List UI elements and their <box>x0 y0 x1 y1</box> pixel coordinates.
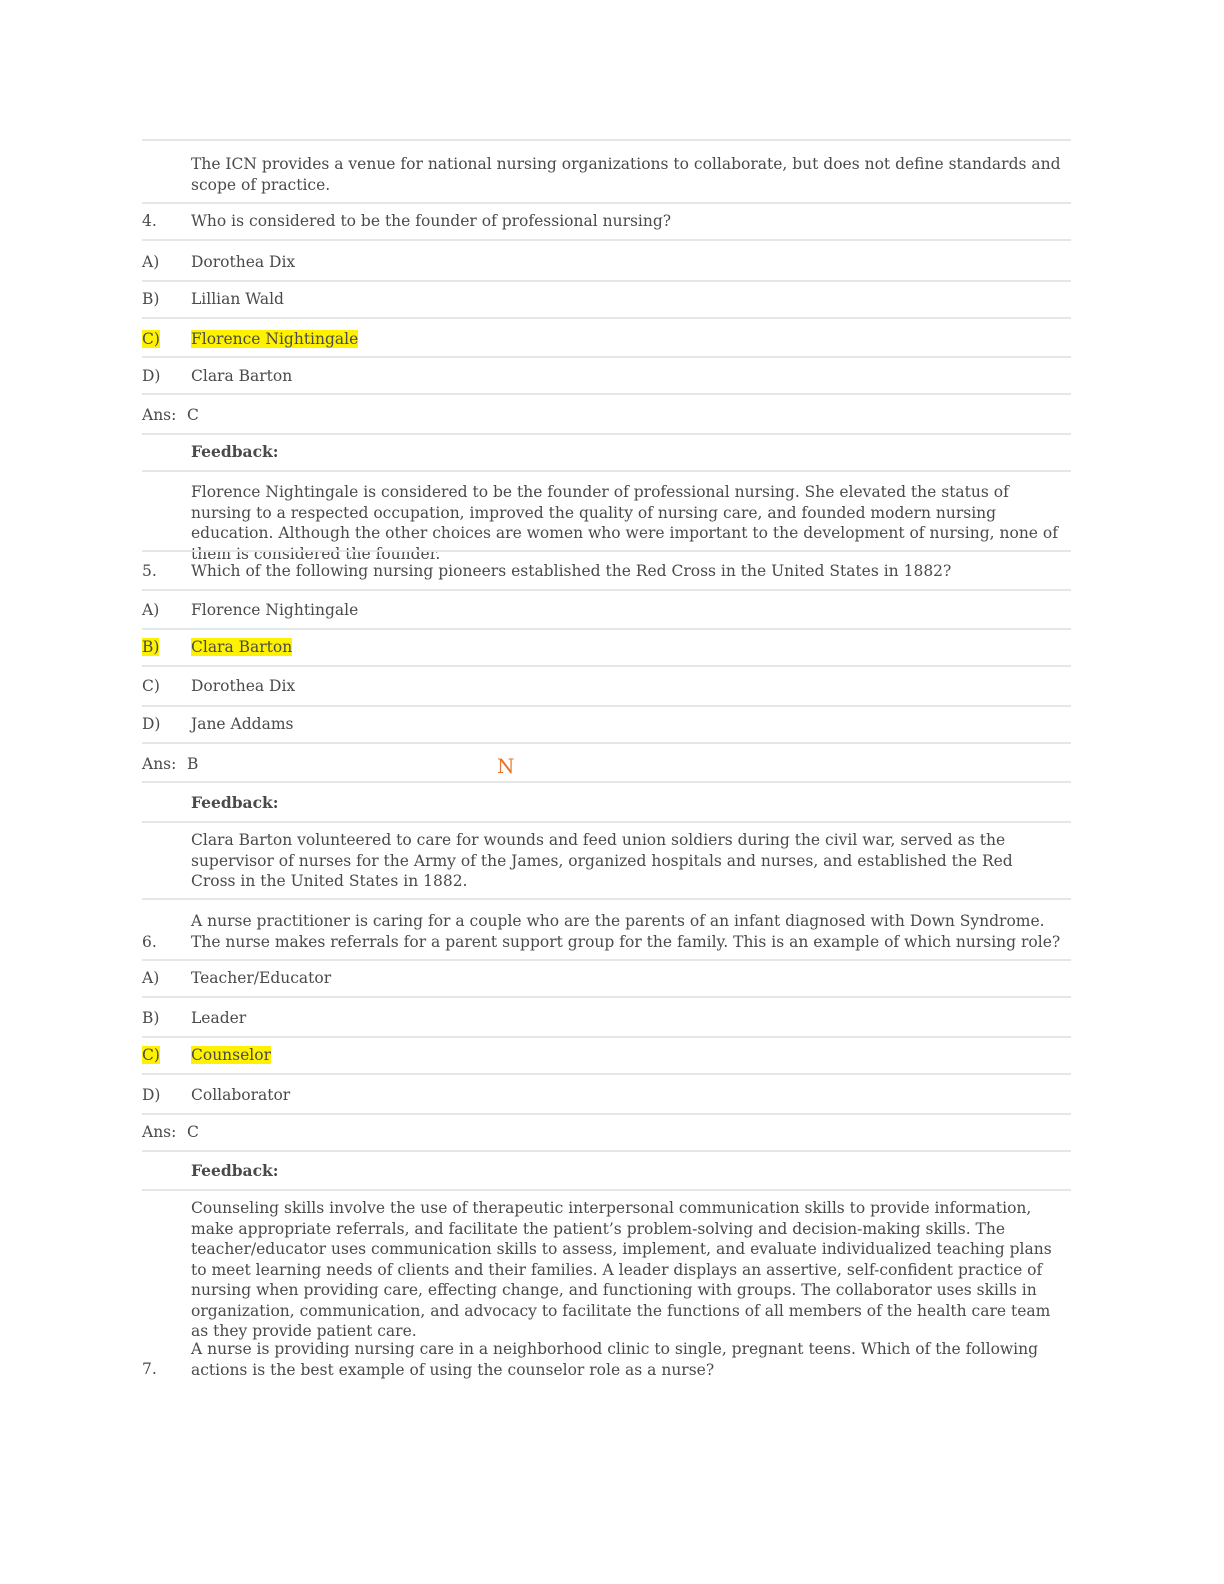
row-divider <box>142 202 1071 204</box>
option-row <box>142 366 1071 388</box>
row-divider <box>142 1150 1071 1152</box>
row-divider <box>142 356 1071 358</box>
option-letter: A) <box>142 969 160 987</box>
option-row-correct <box>142 329 1071 351</box>
feedback-text: Counseling skills involve the use of therapeutic interpersonal communication skills to provide information, make appropriate referrals, and facilitate the patient’s problem-solving and decision-making skills. The teacher/educator uses communication skills to assess, implement, and evaluate individualized teaching plans to meet learning needs of clients and their families. A leader displays an assertive, self-confident practice of nursing when providing care, effecting change, and functioning with groups. The collaborator uses skills in organization, communication, and advocacy to facilitate the functions of all members of the health care team as they provide patient care. <box>191 1199 1052 1340</box>
option-text-highlighted: Florence Nightingale <box>191 330 359 348</box>
row-divider <box>142 1113 1071 1115</box>
option-letter: D) <box>142 715 161 733</box>
answer-label: Ans: <box>142 1123 177 1141</box>
option-letter-highlighted: C) <box>142 1046 160 1064</box>
question-text: Which of the following nursing pioneers established the Red Cross in the United States in 1882? <box>191 562 952 580</box>
question-number: 4. <box>142 212 157 230</box>
question-row <box>142 1339 1071 1383</box>
answer-label: Ans: <box>142 755 177 773</box>
option-letter: A) <box>142 601 160 619</box>
option-letter: A) <box>142 253 160 271</box>
option-row <box>142 600 1071 622</box>
row-divider <box>142 628 1071 630</box>
feedback-block <box>142 1198 1071 1340</box>
row-divider <box>142 742 1071 744</box>
option-text: Leader <box>191 1009 247 1027</box>
row-divider <box>142 781 1071 783</box>
option-row <box>142 289 1071 311</box>
feedback-header-row <box>142 793 1071 815</box>
answer-value: C <box>187 406 199 424</box>
option-text: Teacher/Educator <box>191 969 332 987</box>
feedback-block <box>142 830 1071 894</box>
option-text: Clara Barton <box>191 367 293 385</box>
row-divider <box>142 821 1071 823</box>
option-row <box>142 252 1071 274</box>
feedback-label: Feedback: <box>191 793 279 812</box>
row-divider <box>142 665 1071 667</box>
option-row <box>142 676 1071 698</box>
question-text: Who is considered to be the founder of professional nursing? <box>191 212 672 230</box>
question-text: A nurse practitioner is caring for a couple who are the parents of an infant diagnosed with Down Syndrome. The nurse makes referrals for a parent support group for the family. This is an example of which nursing role? <box>191 912 1061 951</box>
option-letter: D) <box>142 1086 161 1104</box>
answer-value: B <box>187 755 199 773</box>
option-row <box>142 714 1071 736</box>
option-letter-highlighted: B) <box>142 638 160 656</box>
row-divider <box>142 317 1071 319</box>
row-divider <box>142 1189 1071 1191</box>
row-divider <box>142 139 1071 141</box>
feedback-block <box>142 482 1071 563</box>
row-divider <box>142 280 1071 282</box>
option-text: Collaborator <box>191 1086 291 1104</box>
option-row-correct <box>142 1045 1071 1067</box>
row-divider <box>142 1036 1071 1038</box>
feedback-text: Clara Barton volunteered to care for wounds and feed union soldiers during the civil war, served as the supervisor of nurses for the Army of the James, organized hospitals and nurses, and established the Red Cross in the United States in 1882. <box>191 831 1013 890</box>
feedback-label: Feedback: <box>191 1161 279 1180</box>
row-divider <box>142 470 1071 472</box>
option-letter: B) <box>142 1009 160 1027</box>
option-letter-highlighted: C) <box>142 330 160 348</box>
option-text: Florence Nightingale <box>191 601 359 619</box>
stray-annotation-mark: N <box>497 754 515 778</box>
question-row <box>142 911 1071 955</box>
answer-label: Ans: <box>142 406 177 424</box>
option-text-highlighted: Counselor <box>191 1046 271 1064</box>
question-row <box>142 211 1071 233</box>
question-number: 7. <box>142 1360 157 1378</box>
option-row-correct <box>142 637 1071 659</box>
row-divider <box>142 239 1071 241</box>
row-divider <box>142 996 1071 998</box>
option-text: Dorothea Dix <box>191 253 296 271</box>
feedback-text: The ICN provides a venue for national nursing organizations to collaborate, but does not define standards and scope of practice. <box>191 155 1061 194</box>
option-text-highlighted: Clara Barton <box>191 638 293 656</box>
option-text: Dorothea Dix <box>191 677 296 695</box>
feedback-block <box>142 154 1071 198</box>
answer-value: C <box>187 1123 199 1141</box>
option-letter: B) <box>142 290 160 308</box>
answer-row <box>142 1122 1071 1144</box>
answer-row <box>142 754 1071 776</box>
row-divider <box>142 589 1071 591</box>
feedback-label: Feedback: <box>191 442 279 461</box>
answer-row <box>142 405 1071 427</box>
row-divider <box>142 959 1071 961</box>
question-number: 5. <box>142 562 157 580</box>
option-row <box>142 968 1071 990</box>
feedback-header-row <box>142 442 1071 464</box>
option-row <box>142 1008 1071 1030</box>
question-row <box>142 561 1071 583</box>
option-row <box>142 1085 1071 1107</box>
feedback-text: Florence Nightingale is considered to be the founder of professional nursing. She elevated the status of nursing to a respected occupation, improved the quality of nursing care, and founded modern nursing education. Although the other choices are women who were important to the development of nursing, none of them is considered the founder. <box>191 483 1058 563</box>
row-divider <box>142 550 1071 552</box>
option-text: Jane Addams <box>191 715 294 733</box>
row-divider <box>142 705 1071 707</box>
option-text: Lillian Wald <box>191 290 284 308</box>
feedback-header-row <box>142 1161 1071 1183</box>
row-divider <box>142 433 1071 435</box>
question-number: 6. <box>142 933 157 951</box>
row-divider <box>142 898 1071 900</box>
row-divider <box>142 1073 1071 1075</box>
question-text: A nurse is providing nursing care in a neighborhood clinic to single, pregnant teens. Which of the following actions is the best example of using the counselor role as a nurse? <box>191 1340 1039 1379</box>
option-letter: C) <box>142 677 160 695</box>
row-divider <box>142 393 1071 395</box>
option-letter: D) <box>142 367 161 385</box>
